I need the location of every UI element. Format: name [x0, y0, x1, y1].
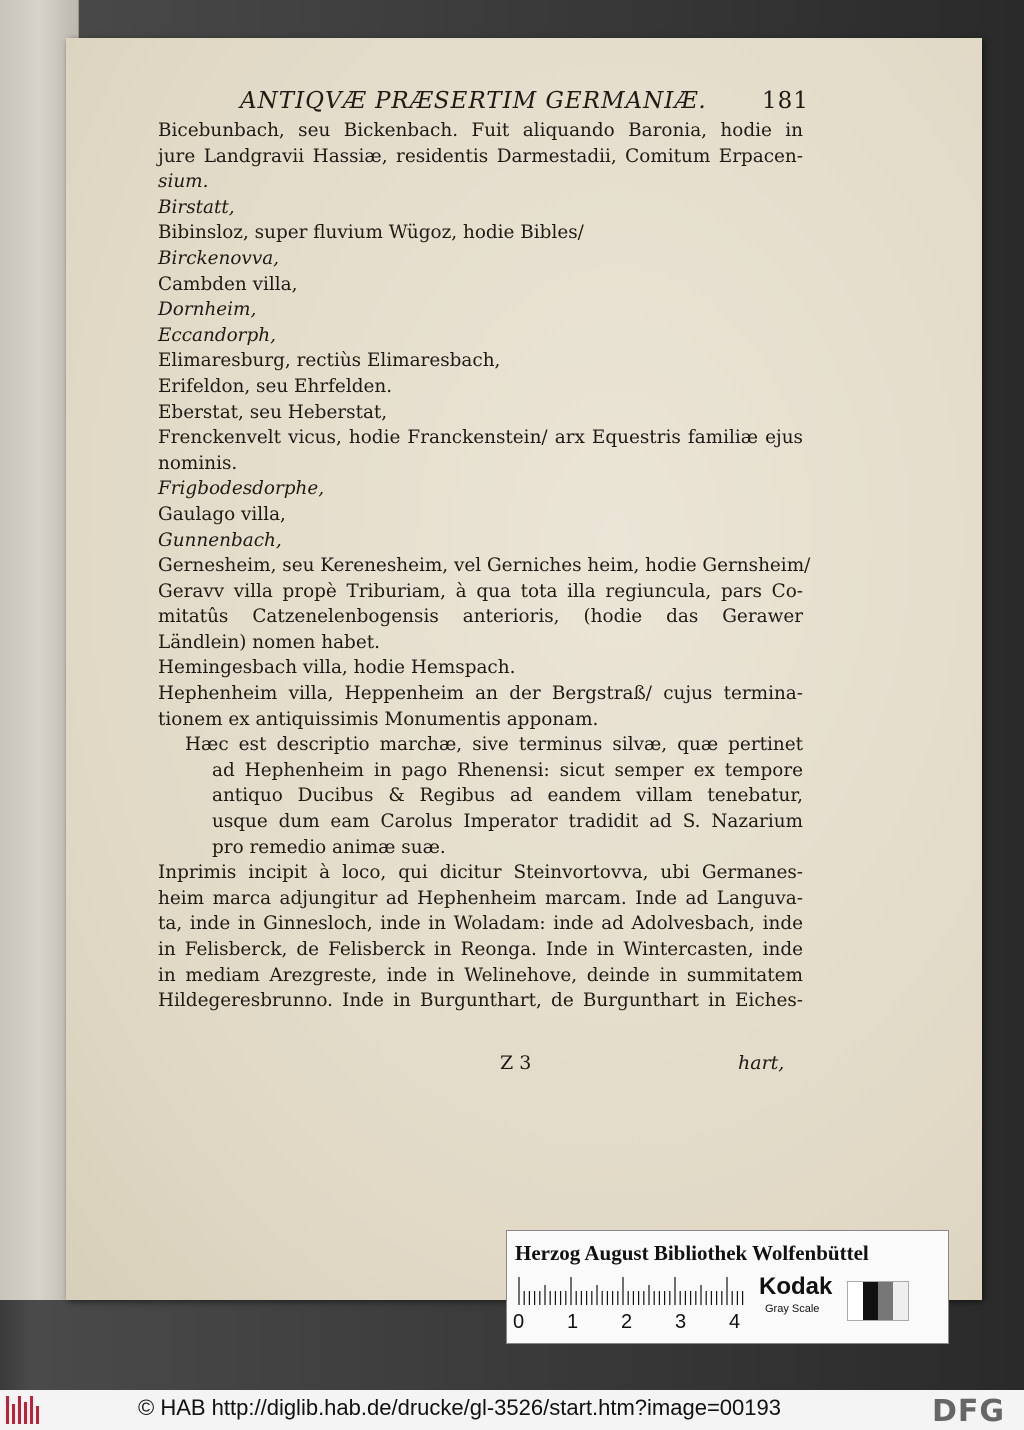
ruler-number: 0 — [513, 1311, 525, 1333]
text-line: mitatûs Catzenelenbogensis anterioris, (hodie das Gerawer — [158, 606, 803, 628]
copyright-link[interactable]: © HAB http://diglib.hab.de/drucke/gl-3526/start.htm?image=00193 — [138, 1395, 781, 1420]
ruler-number: 2 — [621, 1311, 633, 1333]
text-line: Bicebunbach, seu Bickenbach. Fuit aliquando Baronia, hodie in — [158, 120, 803, 141]
signature-mark: Z 3 — [500, 1052, 532, 1074]
viewer-footer-bar — [0, 1390, 1024, 1430]
text-line: in mediam Arezgreste, inde in Welinehove, deinde in summitatem — [158, 964, 803, 986]
gray-scale-caption: Gray Scale — [765, 1303, 820, 1315]
text-line: Frenckenvelt vicus, hodie Franckenstein/ arx Equestris familiæ ejus — [158, 427, 803, 449]
text-line: antiquo Ducibus & Regibus ad eandem villam tenebatur, — [212, 785, 803, 807]
swatch-black — [863, 1282, 878, 1320]
text-line: heim marca adjungitur ad Hephenheim marcam. Inde ad Languva- — [158, 887, 803, 909]
ruler-numbers — [513, 1311, 753, 1333]
catchword: hart, — [738, 1052, 785, 1074]
text-line: Eccandorph, — [158, 324, 276, 346]
running-header — [240, 88, 810, 114]
text-line: in Felisberck, de Felisberck in Reonga. Inde in Wintercasten, inde — [158, 939, 803, 960]
text-line: ad Hephenheim in pago Rhenensi: sicut semper ex tempore — [212, 759, 803, 781]
text-line: Dornheim, — [158, 299, 257, 321]
text-line: Gernesheim, seu Kerenesheim, vel Gerniches heim, hodie Gernsheim/ — [158, 555, 811, 577]
text-line: usque dum eam Carolus Imperator tradidit ad S. Nazarium — [212, 811, 803, 833]
text-line: Hæc est descriptio marchæ, sive terminus silvæ, quæ pertinet — [185, 734, 803, 756]
library-name: Herzog August Bibliothek Wolfenbüttel — [515, 1241, 869, 1265]
swatch-white — [848, 1282, 863, 1320]
hab-logo-icon[interactable] — [6, 1396, 40, 1424]
page-body-text — [158, 118, 811, 1014]
text-line: Geravv villa propè Triburiam, à qua tota illa regiuncula, pars Co- — [158, 580, 803, 602]
ruler-scale — [517, 1275, 747, 1305]
text-line: jure Landgravii Hassiæ, residentis Darmestadii, Comitum Erpacen- — [158, 145, 803, 167]
text-line: nominis. — [158, 452, 238, 474]
text-line: Hildegeresbrunno. Inde in Burgunthart, de Burgunthart in Eiches- — [158, 990, 803, 1012]
text-line: Inprimis incipit à loco, qui dicitur Steinvortovva, ubi Germanes- — [158, 862, 803, 884]
text-line: Hephenheim villa, Heppenheim an der Bergstraß/ cujus termina- — [158, 683, 803, 705]
text-line: Cambden villa, — [158, 273, 298, 295]
library-color-target — [506, 1230, 949, 1344]
running-title: ANTIQVÆ PRÆSERTIM GERMANIÆ. — [240, 88, 707, 114]
text-line: Elimaresburg, rectiùs Elimaresbach, — [158, 350, 501, 372]
ruler-number: 3 — [675, 1311, 687, 1333]
ruler-number: 4 — [729, 1311, 741, 1333]
text-line: Ländlein) nomen habet. — [158, 631, 380, 653]
gray-swatches — [847, 1281, 909, 1321]
text-line: Bibinsloz, super fluvium Wügoz, hodie Bibles/ — [158, 222, 584, 244]
text-line: Erifeldon, seu Ehrfelden. — [158, 375, 393, 397]
text-line: Birstatt, — [158, 196, 235, 218]
swatch-light — [893, 1282, 908, 1320]
text-line: Eberstat, seu Heberstat, — [158, 401, 388, 423]
text-line: Birckenovva, — [158, 247, 280, 269]
text-line: Gunnenbach, — [158, 529, 282, 551]
swatch-gray — [878, 1282, 893, 1320]
page-number: 181 — [762, 88, 809, 114]
dfg-logo-icon[interactable]: DFG — [932, 1394, 1006, 1429]
text-line: tionem ex antiquissimis Monumentis apponam. — [158, 708, 599, 730]
text-line: Gaulago villa, — [158, 503, 286, 525]
text-line: pro remedio animæ suæ. — [212, 836, 446, 858]
kodak-brand: Kodak — [759, 1273, 833, 1300]
ruler-number: 1 — [567, 1311, 579, 1333]
text-line: ta, inde in Ginnesloch, inde in Woladam: inde ad Adolvesbach, inde — [158, 913, 803, 935]
text-line: Hemingesbach villa, hodie Hemspach. — [158, 657, 516, 679]
text-line: sium. — [158, 171, 209, 193]
text-line: Frigbodesdorphe, — [158, 478, 325, 500]
